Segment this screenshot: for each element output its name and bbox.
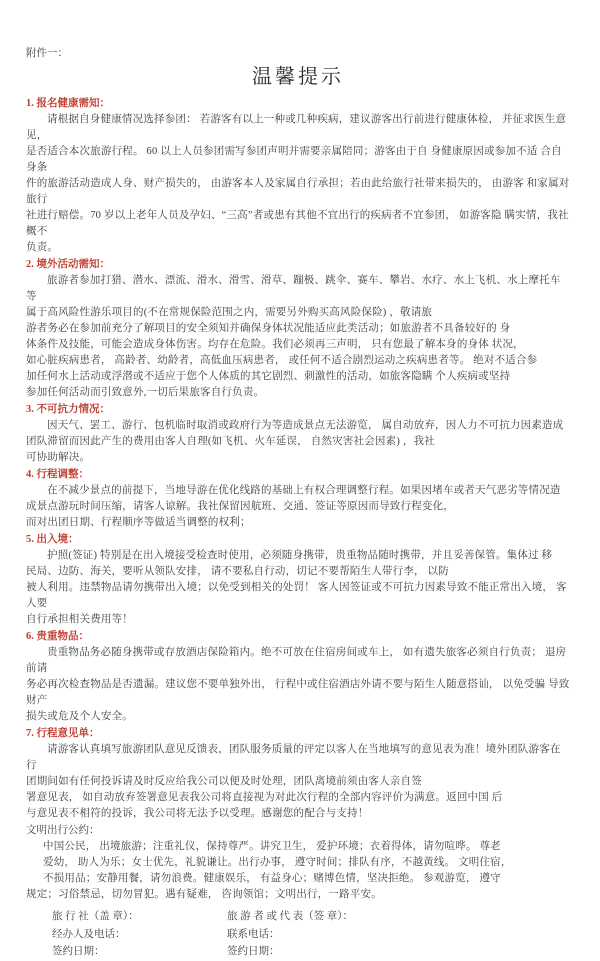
section-text-line: 损失或危及个人安全。 — [26, 711, 133, 722]
section-text-line: 属于高风险性游乐项目的(不在常规保险范围之内，需要另外购买高风险保险) ，敬请旅 — [26, 307, 433, 318]
section-itinerary-adjustment — [26, 467, 570, 531]
section-text-line: 成景点游玩时间压缩，请客人谅解。我社保留因航班、交通、签证等原因而导致行程变化， — [26, 501, 454, 512]
section-text-line: 旅游者参加打猎、潜水、漂流、滑水、滑雪、滑草、蹦极、跳伞、赛车、攀岩、水疗、水上飞机、水上摩托车 等 — [26, 275, 561, 302]
section-text-line: 加任何水上活动或浮潜或不适应于您个人体质的其它剧烈、刺激性的活动，如旅客隐瞒 个人疾病或坚持 — [26, 371, 511, 382]
agency-signing-date-label: 签约日期： — [52, 946, 105, 957]
contact-phone-label: 联系电话： — [227, 928, 280, 940]
section-heading-itinerary-adjustment: 4. 行程调整： — [26, 469, 89, 480]
attachment-label: 附件一： — [26, 48, 68, 59]
section-text-line: 是否适合本次旅游行程。 60 以上人员参团需写参团声明并需要亲属陪同；游客由于自 身健康原因或参加不适 合自身条 — [26, 146, 562, 173]
signature-row-date — [52, 943, 570, 961]
travel-agency-seal-label: 旅 行 社（盖 章）： — [52, 911, 139, 922]
section-text-line: 团期间如有任何投诉请及时反应给我公司以便及时处理，团队离境前须由客人亲自签 — [26, 776, 422, 787]
section-heading-valuables: 6. 贵重物品： — [26, 631, 89, 642]
section-text-line: 贵重物品务必随身携带或存放酒店保险箱内。绝不可放在住宿房间或车上， 如有遗失旅客必须自行负责； 退房 前请 — [26, 647, 567, 674]
section-text-line: 护照(签证) 特别是在出入境接受检查时使用，必须随身携带，贵重物品随时携带，并且妥善保管。集体过 移 — [47, 550, 553, 561]
section-text-line: 被人利用。违禁物品请勿携带出入境；以免受到相关的处罚！ 客人因签证或不可抗力因素导致不能正常出入境， 客 人要 — [26, 582, 567, 609]
section-text-line: 社进行赔偿。70 岁以上老年人员及孕妇、“三高”者或患有其他不宜出行的疾病者不宜参团， 如游客隐 瞒实情，我社概不 — [26, 210, 569, 237]
section-text-line: 因天气、罢工、游行、包机临时取消或政府行为等造成景点无法游览， 属自动放弃，因人力不可抗力因素造成 — [47, 420, 564, 431]
convention-text-line: 规定；习俗禁忌，切勿冒犯。遇有疑难， 咨询领馆；文明出行，一路平安。 — [26, 889, 382, 900]
section-overseas-activities — [26, 257, 570, 401]
section-itinerary-feedback — [26, 726, 570, 822]
section-valuables — [26, 629, 570, 725]
signature-row-phone — [52, 926, 570, 944]
section-text-line: 参加任何活动而引致意外,一切后果旅客自行负责。 — [26, 387, 265, 398]
convention-text-line: 不损用品；安静用餐，请勿浪费。健康娱乐， 有益身心；赌博色情，坚决拒绝。 参观游览， 遵守 — [43, 873, 501, 884]
section-text-line: 负责。 — [26, 242, 59, 253]
section-text-line: 请根据自身健康情况选择参团： 若游客有以上一种或几种疾病，建议游客出行前进行健康体检， 并征求医生意 见， — [26, 114, 567, 141]
section-text-line: 请游客认真填写旅游团队意见反馈表，团队服务质量的评定以客人在当地填写的意见表为准！境外团队游客在 行 — [26, 744, 561, 771]
section-heading-overseas-activities: 2. 境外活动需知： — [26, 259, 110, 270]
section-health-notice — [26, 96, 570, 256]
section-force-majeure — [26, 402, 570, 466]
section-immigration — [26, 532, 570, 628]
section-text-line: 体条件及技能，可能会造成身体伤害。均存在危险。我们必须再三声明， 只有您最了解本身的身体 状况， — [26, 339, 524, 350]
section-text-line: 如心脏疾病患者， 高龄者、幼龄者，高低血压病患者， 或任何不适合剧烈运动之疾病患者等。 绝对不适合参 — [26, 355, 538, 366]
signature-row-seal — [52, 908, 570, 926]
sections-container — [26, 96, 570, 822]
section-heading-force-majeure: 3. 不可抗力情况： — [26, 404, 110, 415]
convention-text-line: 爱幼， 助人为乐；女士优先，礼貌谦让。出行办事， 遵守时间；排队有序，不越黄线。 文明住宿， — [43, 857, 512, 868]
section-heading-itinerary-feedback: 7. 行程意见单： — [26, 728, 100, 739]
section-text-line: 件的旅游活动造成人身、财产损失的， 由游客本人及家属自行承担；若由此给旅行社带来损失的， 由游客 和家属对旅行 — [26, 178, 570, 205]
section-text-line: 署意见表， 如自动放弃签署意见表我公司将直接视为对此次行程的全部内容评价为满意。返回中国 后 — [26, 792, 503, 803]
page-title: 温馨提示 — [252, 66, 344, 88]
convention-text-line: 中国公民， 出境旅游；注重礼仪，保持尊严。讲究卫生， 爱护环境；衣着得体，请勿喧哗。 尊老 — [43, 841, 501, 852]
section-text-line: 自行承担相关费用等！ — [26, 614, 133, 625]
section-text-line: 务必再次检查物品是否遗漏。建议您不要单独外出， 行程中或住宿酒店外请不要与陌生人随意搭讪， 以免受骗 导致财产 — [26, 679, 570, 706]
section-text-line: 在不减少景点的前提下，当地导游在优化线路的基础上有权合理调整行程。如果因堵车或者天气恶劣等情况造 — [47, 485, 561, 496]
agent-and-phone-label: 经办人及电话： — [52, 928, 126, 940]
section-text-line: 民局、边防、海关，要听从领队安排， 请不要私自行动，切记不要帮陌生人带行李， 以防 — [26, 566, 449, 577]
traveler-signing-date-label: 签约日期： — [227, 946, 280, 957]
signature-block — [26, 908, 570, 961]
section-text-line: 团队滞留而因此产生的费用由客人自理(如飞机、火车延误， 自然灾害社会因素) ，我社 — [26, 436, 435, 447]
section-text-line: 可协助解决。 — [26, 452, 91, 463]
section-text-line: 而对出团日期、行程顺序等做适当调整的权利； — [26, 517, 251, 528]
section-text-line: 与意见表不相符的投诉，我公司将无法予以受理。感谢您的配合与支持！ — [26, 808, 369, 819]
section-text-line: 游者务必在参加前充分了解项目的安全须知并确保身体状况能适应此类活动；如旅游者不具备较好的 身 — [26, 323, 511, 334]
travel-convention-body — [26, 839, 570, 903]
traveler-signature-label: 旅 游 者 或 代 表（签 章）： — [227, 911, 353, 922]
section-heading-immigration: 5. 出入境： — [26, 534, 79, 545]
travel-convention-heading: 文明出行公约： — [26, 825, 100, 836]
section-heading-health-notice: 1. 报名健康需知： — [26, 98, 110, 109]
